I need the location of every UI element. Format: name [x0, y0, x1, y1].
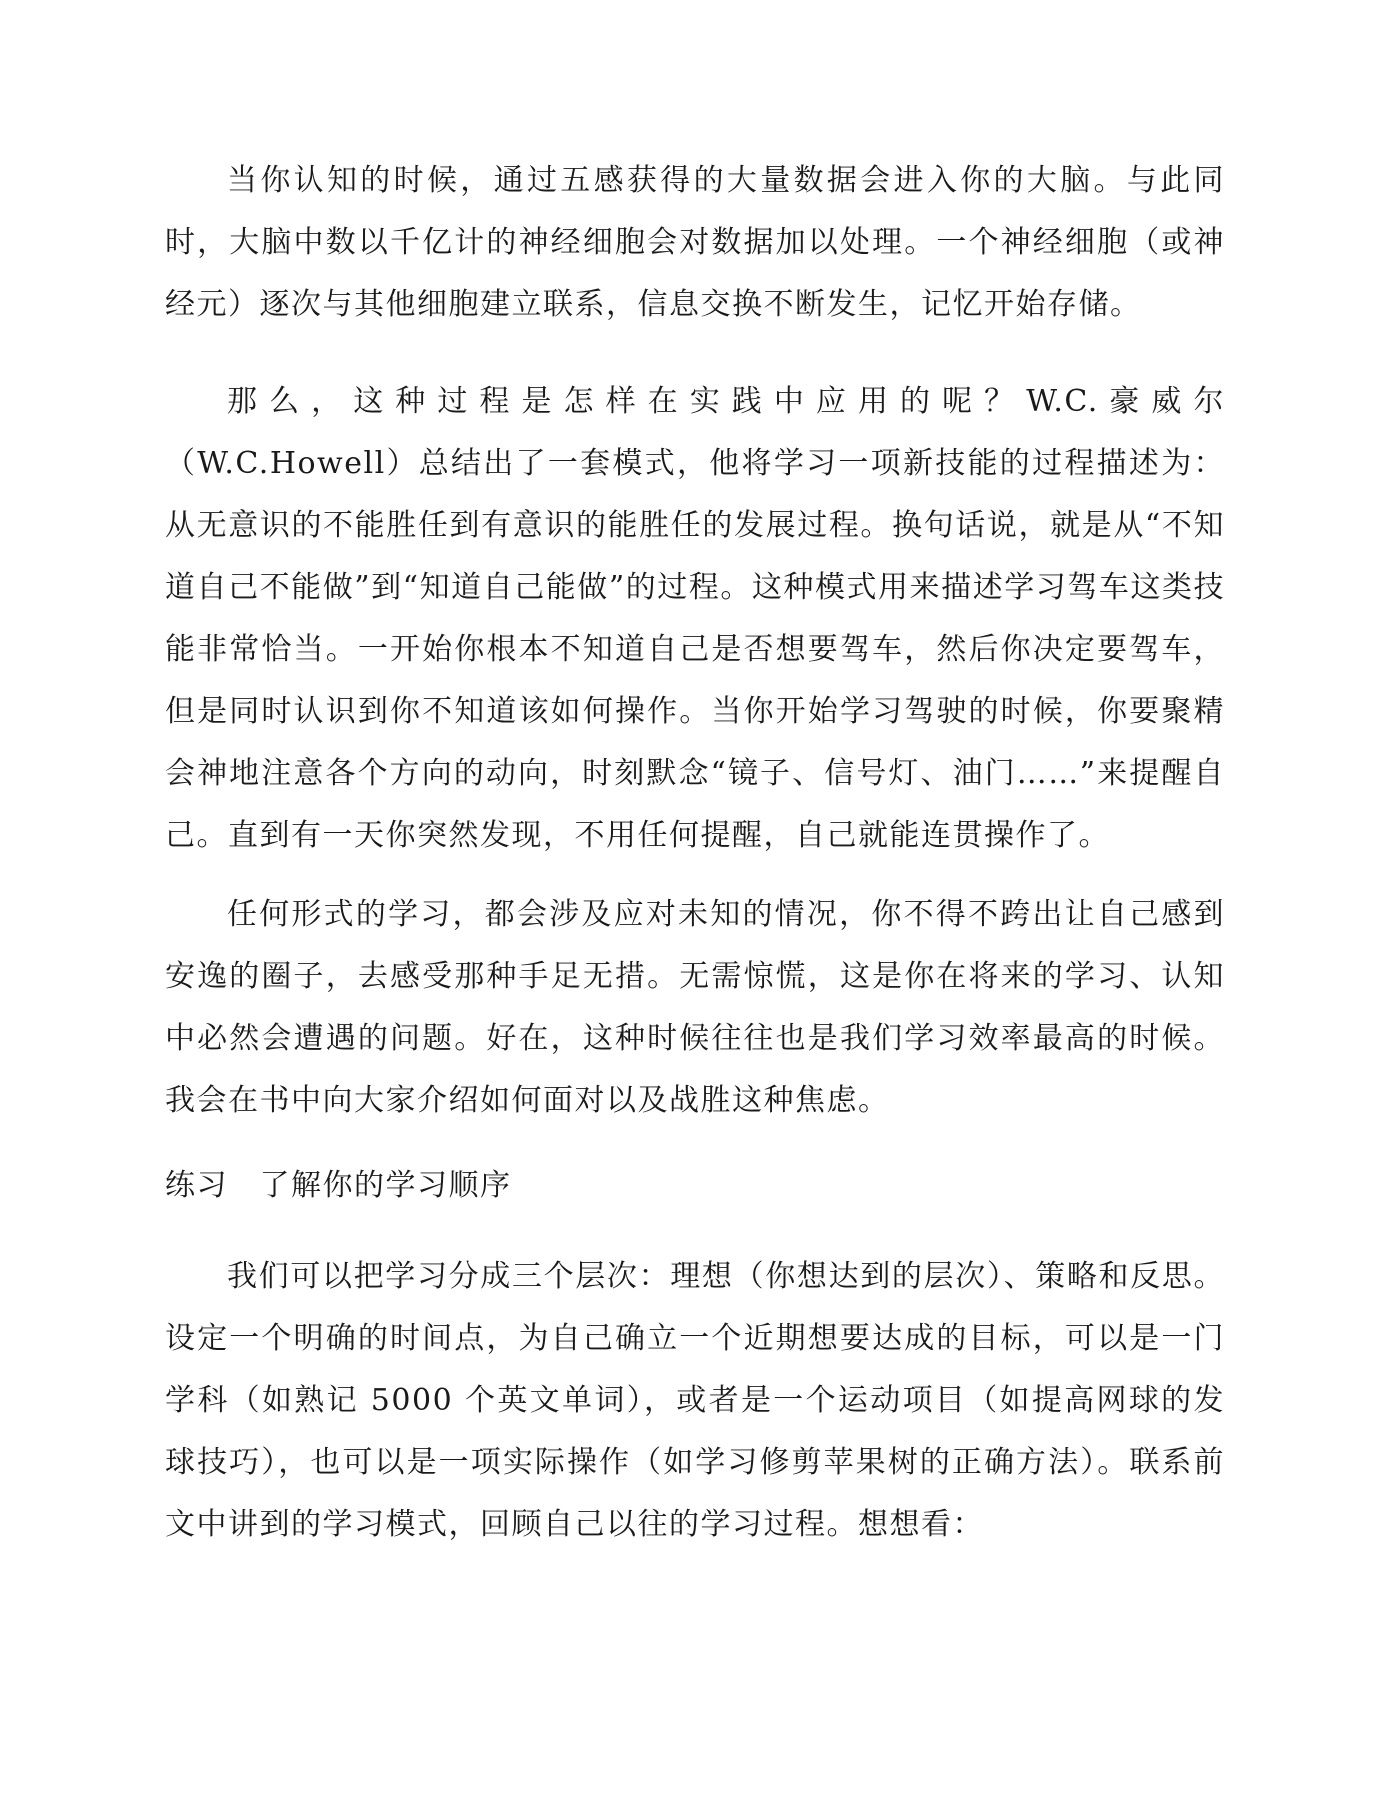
body-paragraph: 当你认知的时候，通过五感获得的大量数据会进入你的大脑。与此同时，大脑中数以千亿计的神经细胞会对数据加以处理。一个神经细胞（或神经元）逐次与其他细胞建立联系，信息交换不断发生，记忆开始存储。	[165, 163, 1225, 322]
body-paragraph: 那么，这种过程是怎样在实践中应用的呢？W.C.豪威尔（W.C.Howell）总结出了一套模式，他将学习一项新技能的过程描述为：从无意识的不能胜任到有意识的能胜任的发展过程。换句话说，就是从“不知道自己不能做”到“知道自己能做”的过程。这种模式用来描述学习驾车这类技能非常恰当。一开始你根本不知道自己是否想要驾车，然后你决定要驾车，但是同时认识到你不知道该如何操作。当你开始学习驾驶的时候，你要聚精会神地注意各个方向的动向，时刻默念“镜子、信号灯、油门……”来提醒自己。直到有一天你突然发现，不用任何提醒，自己就能连贯操作了。	[165, 384, 1225, 853]
body-paragraph: 任何形式的学习，都会涉及应对未知的情况，你不得不跨出让自己感到安逸的圈子，去感受那种手足无措。无需惊慌，这是你在将来的学习、认知中必然会遭遇的问题。好在，这种时候往往也是我们学习效率最高的时候。我会在书中向大家介绍如何面对以及战胜这种焦虑。	[165, 897, 1225, 1118]
exercise-heading: 练习 了解你的学习顺序	[165, 1168, 512, 1203]
exercise-paragraph: 我们可以把学习分成三个层次：理想（你想达到的层次）、策略和反思。设定一个明确的时间点，为自己确立一个近期想要达成的目标，可以是一门学科（如熟记 5000 个英文单词），或者是一个运动项目（如提高网球的发球技巧），也可以是一项实际操作（如学习修剪苹果树的正确方法）。联系前文中讲到的学习模式，回顾自己以往的学习过程。想想看：	[165, 1259, 1225, 1542]
